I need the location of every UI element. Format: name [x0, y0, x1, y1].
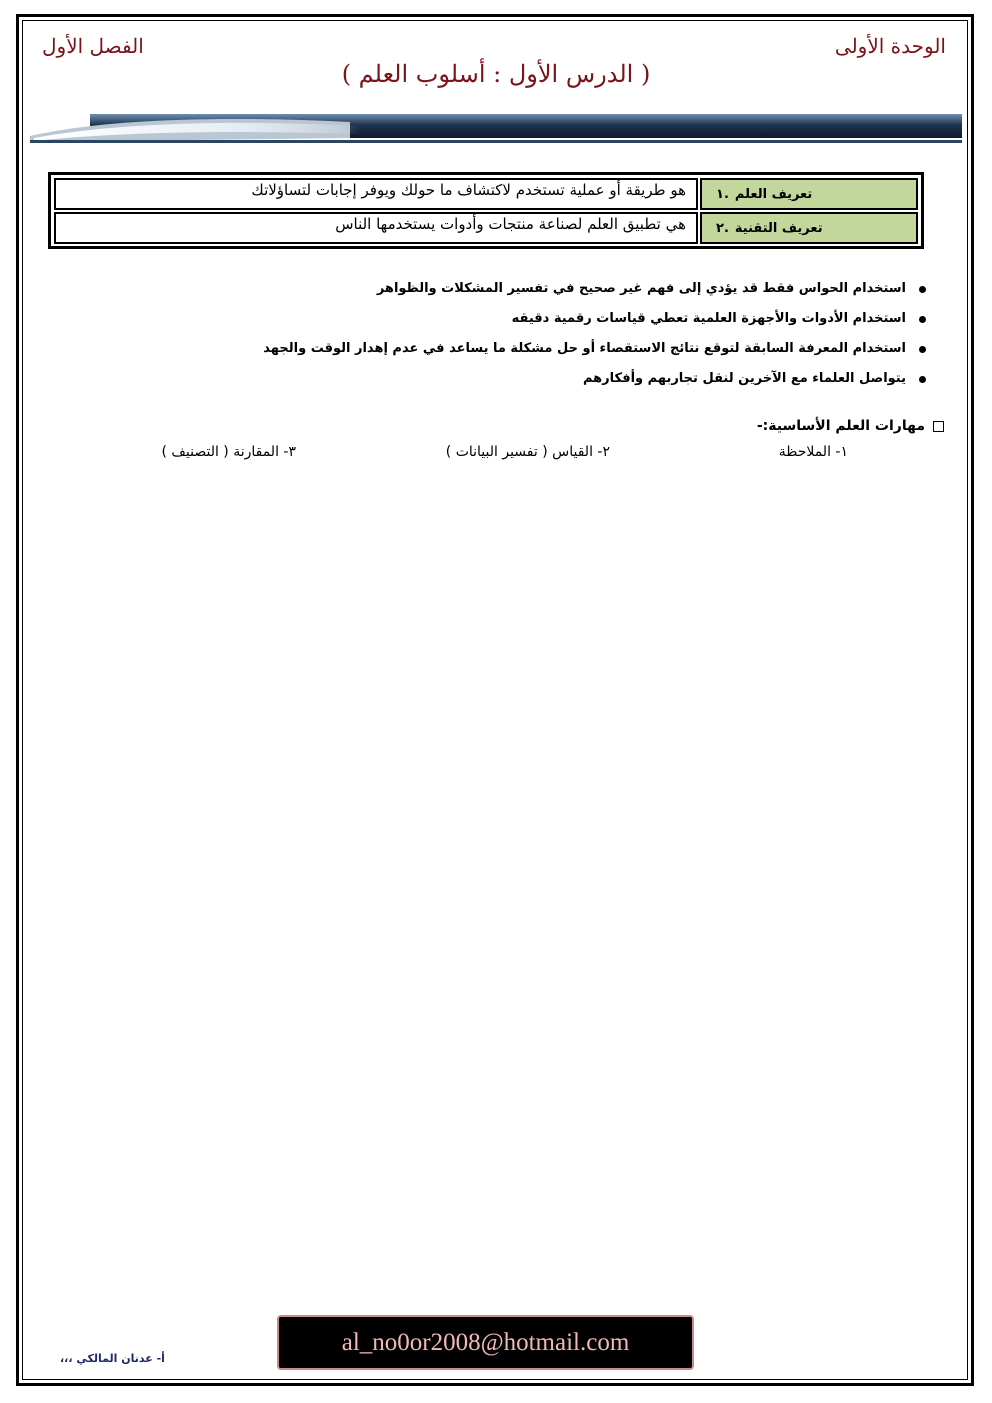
list-item-text: استخدام المعرفة السابقة لتوقع نتائج الاستقصاء أو حل مشكلة ما يساعد في عدم إهدار الوقت والجهد [263, 341, 906, 356]
unit-title: الوحدة الأولى [834, 34, 946, 58]
bullet-icon [919, 316, 926, 323]
chapter-title: الفصل الأول [42, 34, 144, 58]
lesson-title: ( الدرس الأول : أسلوب العلم ) [341, 60, 651, 88]
list-item [146, 308, 926, 338]
list-item [146, 278, 926, 308]
skill-item-observation: ١- الملاحظة [778, 444, 848, 460]
skills-heading [757, 418, 944, 434]
definition-row [54, 212, 918, 244]
definition-number: .٢ [716, 220, 729, 236]
email-text: al_no0or2008@hotmail.com [341, 1328, 630, 1356]
definition-term: تعريف العلم [734, 186, 813, 202]
definition-term: تعريف التقنية [734, 220, 823, 236]
email-banner [277, 1315, 694, 1370]
list-item-text: استخدام الحواس فقط قد يؤدي إلى فهم غير صحيح في تفسير المشكلات والظواهر [376, 281, 906, 296]
definition-term-cell [700, 178, 918, 210]
definition-term-cell [700, 212, 918, 244]
list-item-text: يتواصل العلماء مع الآخرين لنقل تجاربهم وأفكارهم [582, 371, 906, 386]
definitions-table [48, 172, 924, 249]
skills-heading-text: مهارات العلم الأساسية:- [756, 418, 925, 434]
author-credit: أ- عدنان المالكي ،،، [60, 1352, 165, 1365]
header-banner [30, 110, 962, 146]
notes-list [146, 278, 926, 398]
skill-item-measurement: ٢- القياس ( تفسير البيانات ) [445, 444, 610, 460]
definition-number: .١ [716, 186, 729, 202]
list-item-text: استخدام الأدوات والأجهزة العلمية تعطي قياسات رقمية دقيقه [511, 311, 906, 326]
definition-text: هي تطبيق العلم لصناعة منتجات وأدوات يستخدمها الناس [54, 212, 698, 244]
definition-row [54, 178, 918, 210]
skill-item-comparison: ٣- المقارنة ( التصنيف ) [161, 444, 296, 460]
bullet-icon [919, 346, 926, 353]
definition-text: هو طريقة أو عملية تستخدم لاكتشاف ما حولك ويوفر إجابات لتساؤلاتك [54, 178, 698, 210]
bullet-icon [919, 376, 926, 383]
list-item [146, 338, 926, 368]
checkbox-icon [933, 421, 944, 432]
list-item [146, 368, 926, 398]
bullet-icon [919, 286, 926, 293]
